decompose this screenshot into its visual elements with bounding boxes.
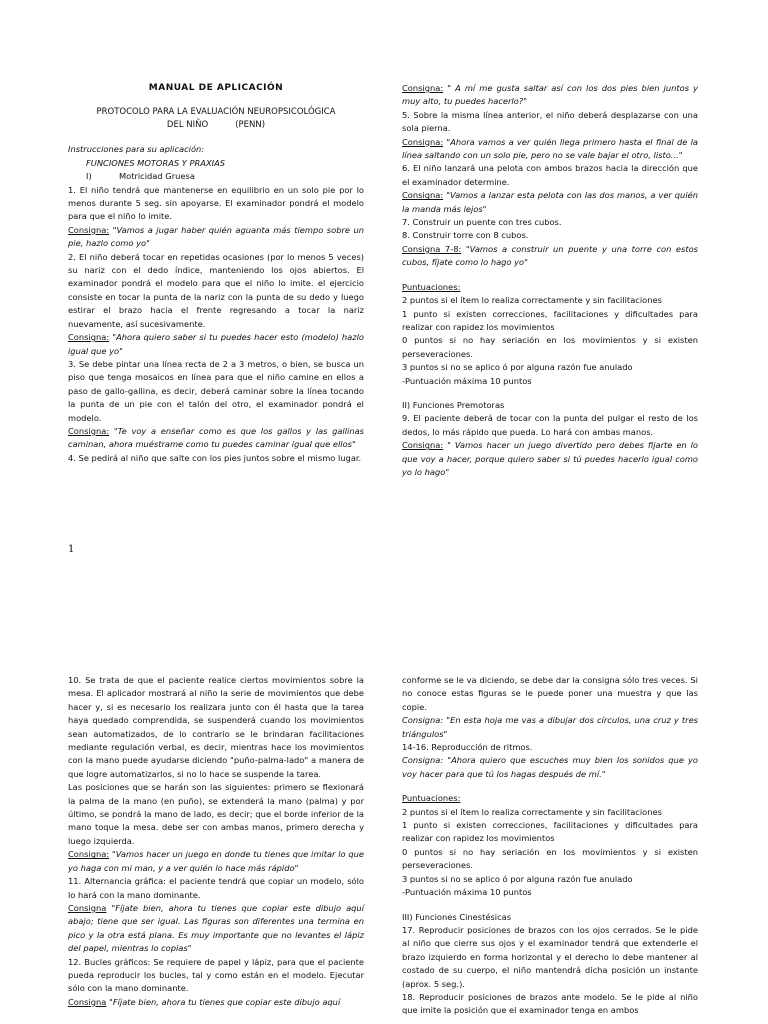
item-18: 18. Reproducir posiciones de brazos ante modelo. Se le pide al niño que imite la posición que el examinador tenga en ambos — [402, 991, 698, 1016]
consigna-text: "Vamos a jugar haber quién aguanta más tiempo sobre un pie, hazlo como yo" — [68, 224, 364, 249]
puntuaciones-heading: Puntuaciones: — [402, 793, 461, 804]
consigna-text: "Vamos hacer un juego en donde tu tienes que imitar lo que yo haga con mi man, y a ver quién lo hace más rápido" — [68, 849, 364, 873]
consigna-text: "Te voy a enseñar como es que los gallos y las gallinas caminan, ahora muéstrame como tu puedes caminar igual que ellos" — [68, 425, 364, 450]
item-12: 12. Bucles gráficos: Se requiere de papel y lápiz, para que el paciente pueda reproducir los bucles, tal y como están en el modelo. Ejecutar sólo con la mano dominante. — [68, 956, 364, 994]
puntuacion-line: 2 puntos si el ítem lo realiza correctamente y sin facilitaciones — [402, 295, 662, 306]
consigna-label: Consigna: — [402, 440, 444, 451]
consigna-label: Consigna: — [68, 425, 110, 436]
consigna-label: Consigna: — [402, 755, 444, 766]
consigna-label: Consigna: — [68, 332, 110, 343]
item-6: 6. El niño lanzará una pelota con ambos brazos hacia la dirección que el examinador determine. — [402, 163, 698, 187]
puntuacion-line: 2 puntos si el ítem lo realiza correctamente y sin facilitaciones — [402, 806, 662, 817]
consigna-5 — [402, 136, 698, 163]
item-3: 3. Se debe pintar una línea recta de 2 a 3 metros, o bien, se busca un piso que tenga mosaicos en línea para que el niño camine en ellos a paso de gallo-gallina, es decir, deberá caminar sobre la línea tocando la punta de un pie con el talón del otro, el examinador pondrá el modelo. — [68, 358, 364, 423]
consigna-label: Consigna: — [402, 715, 444, 726]
page2-left-column — [68, 674, 364, 1009]
consigna-3 — [68, 425, 364, 452]
consigna-14-16 — [402, 754, 698, 781]
consigna-text: "Ahora quiero que escuches muy bien los sonidos que yo voy hacer para que tú los hagas después de mí." — [402, 755, 698, 779]
posiciones-paragraph: Las posiciones que se harán son las siguientes: primero se flexionará la palma de la mano (en puño), se extenderá la mano (palma) y por último, se pondrá la mano de lado, es decir; que el borde inferior de la mano toque la mesa. debe ser con ambas manos, primero derecha y luego izquierda. — [68, 782, 364, 846]
puntuacion-line: 0 puntos si no hay seriación en los movimientos y si existen perseveraciones. — [402, 846, 698, 871]
consigna-text: "Fíjate bien, ahora tu tienes que copiar este dibujo aquí abajo; tiene que ser igual. Las figuras son diferentes una termina en pico y la otra está plana. Es muy importante que no levantes el lápiz del papel, mientras lo copias" — [68, 902, 364, 954]
item-10: 10. Se trata de que el paciente realice ciertos movimientos sobre la mesa. El aplicador mostrará al niño la serie de movimientos que debe hacer y, si es necesario los realizara junto con él hasta que la tarea haya quedado comprendida, se suspenderá cuando los movimientos sean automatizados, de lo contrario se le brindaran facilitaciones mediante regulación verbal, es decir, mientras hace los movimientos con la mano puede ayudarse diciendo "puño-palma-lado" a manera de que logre automatizarlos, si no lo hace se suspende la tarea. — [68, 675, 364, 779]
page2-right-column — [402, 674, 698, 1018]
consigna-6 — [402, 189, 698, 216]
consigna-label: Consigna — [68, 996, 107, 1007]
section1-heading — [68, 170, 364, 183]
consigna-7-8 — [402, 243, 698, 270]
consigna-text: "Vamos a lanzar esta pelota con las dos manos, a ver quién la manda más lejos" — [402, 190, 698, 214]
section1-title: Motricidad Gruesa — [118, 171, 195, 182]
puntuacion-line: 3 puntos si no se aplico ó por alguna razón fue anulado — [402, 362, 633, 373]
item-4: 4. Se pedirá al niño que salte con los pies juntos sobre el mismo lugar. — [68, 452, 362, 463]
consigna-text: "En esta hoja me vas a dibujar dos círculos, una cruz y tres triángulos" — [402, 715, 698, 739]
consigna-text: "Ahora quiero saber si tu puedes hacer esto (modelo) hazlo igual que yo" — [68, 332, 364, 356]
page1-left-column — [68, 82, 364, 465]
consigna-2 — [68, 331, 364, 358]
puntuacion-line: -Puntuación máxima 10 puntos — [402, 887, 532, 898]
page1-right-column — [402, 82, 698, 479]
consigna-4 — [402, 82, 698, 109]
consigna-text: "Ahora vamos a ver quién llega primero hasta el final de la línea saltando con un solo pie, pero no se vale bajar el otro, listo..." — [402, 136, 698, 161]
protocol-title-line2: DEL NIÑO (PENN) — [166, 120, 266, 131]
puntuacion-line: 1 punto si existen correcciones, facilitaciones y dificultades para realizar con rapidez los movimientos — [402, 820, 698, 844]
page-gap — [0, 560, 768, 640]
consigna-9 — [402, 439, 698, 479]
consigna-text: " A mí me gusta saltar así con los dos pies bien juntos y muy alto, tu puedes hacerlo?" — [402, 83, 698, 107]
item-2: 2. El niño deberá tocar en repetidas ocasiones (por lo menos 5 veces) su nariz con el dedo índice, manteniendo los ojos abiertos. El examinador pondrá el modelo para que el niño lo imite. el ejercicio consiste en tocar la punta de la nariz con la punta de su dedo y luego estirar el brazo hacia el frente regresando a tocar la nariz nuevamente, así sucesivamente. — [68, 251, 364, 329]
consigna-label: Consigna 7-8: — [402, 243, 462, 254]
item-8: 8. Construir torre con 8 cubos. — [402, 230, 529, 241]
protocol-title-line1: PROTOCOLO PARA LA EVALUACIÓN NEUROPSICOLÓGICA — [96, 107, 336, 118]
item-14-16: 14-16. Reproducción de ritmos. — [402, 742, 533, 753]
puntuacion-line: 3 puntos si no se aplico ó por alguna razón fue anulado — [402, 873, 633, 884]
section2-heading: II) Funciones Premotoras — [402, 399, 505, 410]
consigna-label: Consigna: — [402, 190, 444, 201]
funciones-heading: FUNCIONES MOTORAS Y PRAXIAS — [86, 157, 226, 168]
consigna-13 — [402, 714, 698, 741]
continuation-paragraph: conforme se le va diciendo, se debe dar la consigna sólo tres veces. Si no conoce estas figuras se le puede poner una muestra y que las copie. — [402, 675, 698, 712]
section1-number: I) — [86, 171, 92, 182]
item-1: 1. El niño tendrá que mantenerse en equilibrio en un solo pie por lo menos durante 5 seg. sin apoyarse. El examinador pondrá el modelo para que el niño lo imite. — [68, 184, 364, 222]
consigna-1 — [68, 224, 364, 251]
consigna-10 — [68, 848, 364, 875]
manual-title: MANUAL DE APLICACIÓN — [148, 83, 284, 93]
section3-heading: III) Funciones Cinestésicas — [402, 911, 512, 922]
consigna-text: "Vamos a construir un puente y una torre con estos cubos, fíjate como lo hago yo" — [402, 243, 698, 268]
puntuacion-line: 0 puntos si no hay seriación en los movimientos y si existen perseveraciones. — [402, 335, 698, 359]
puntuacion-line: -Puntuación máxima 10 puntos — [402, 375, 532, 386]
consigna-12 — [68, 996, 364, 1009]
instructions-heading: Instrucciones para su aplicación: — [68, 144, 205, 155]
puntuaciones-heading: Puntuaciones: — [402, 281, 461, 292]
consigna-label: Consigna: — [68, 849, 110, 860]
item-5: 5. Sobre la misma línea anterior, el niño deberá desplazarse con una sola pierna. — [402, 109, 698, 134]
consigna-11 — [68, 902, 364, 956]
consigna-text: " Vamos hacer un juego divertido pero debes fijarte en lo que voy a hacer, porque quiero saber si tú puedes hacerlo igual como yo lo hago" — [402, 440, 698, 477]
consigna-label: Consigna: — [402, 136, 444, 147]
item-9: 9. El paciente deberá de tocar con la punta del pulgar el resto de los dedos, lo más rápido que pueda. Lo hará con ambas manos. — [402, 413, 698, 437]
consigna-label: Consigna — [68, 902, 107, 913]
document-page-2 — [0, 640, 768, 1024]
item-11: 11. Alternancia gráfica: el paciente tendrá que copiar un modelo, sólo lo hará con la mano dominante. — [68, 876, 364, 900]
puntuacion-line: 1 punto si existen correcciones, facilitaciones y dificultades para realizar con rapidez los movimientos — [402, 308, 698, 332]
item-17: 17. Reproducir posiciones de brazos con los ojos cerrados. Se le pide al niño que cierre sus ojos y el examinador tendrá que extenderle el brazo izquierdo en forma horizontal y el derecho lo debe mantener al costado de su cuerpo, el niño mantendrá dicha posición un instante (aprox. 5 seg.). — [402, 924, 698, 989]
page-number: 1 — [68, 544, 75, 555]
consigna-label: Consigna: — [68, 224, 110, 235]
consigna-text: "Fíjate bien, ahora tu tienes que copiar este dibujo aquí — [106, 996, 341, 1007]
item-7: 7. Construir un puente con tres cubos. — [402, 217, 562, 228]
consigna-label: Consigna: — [402, 83, 444, 93]
